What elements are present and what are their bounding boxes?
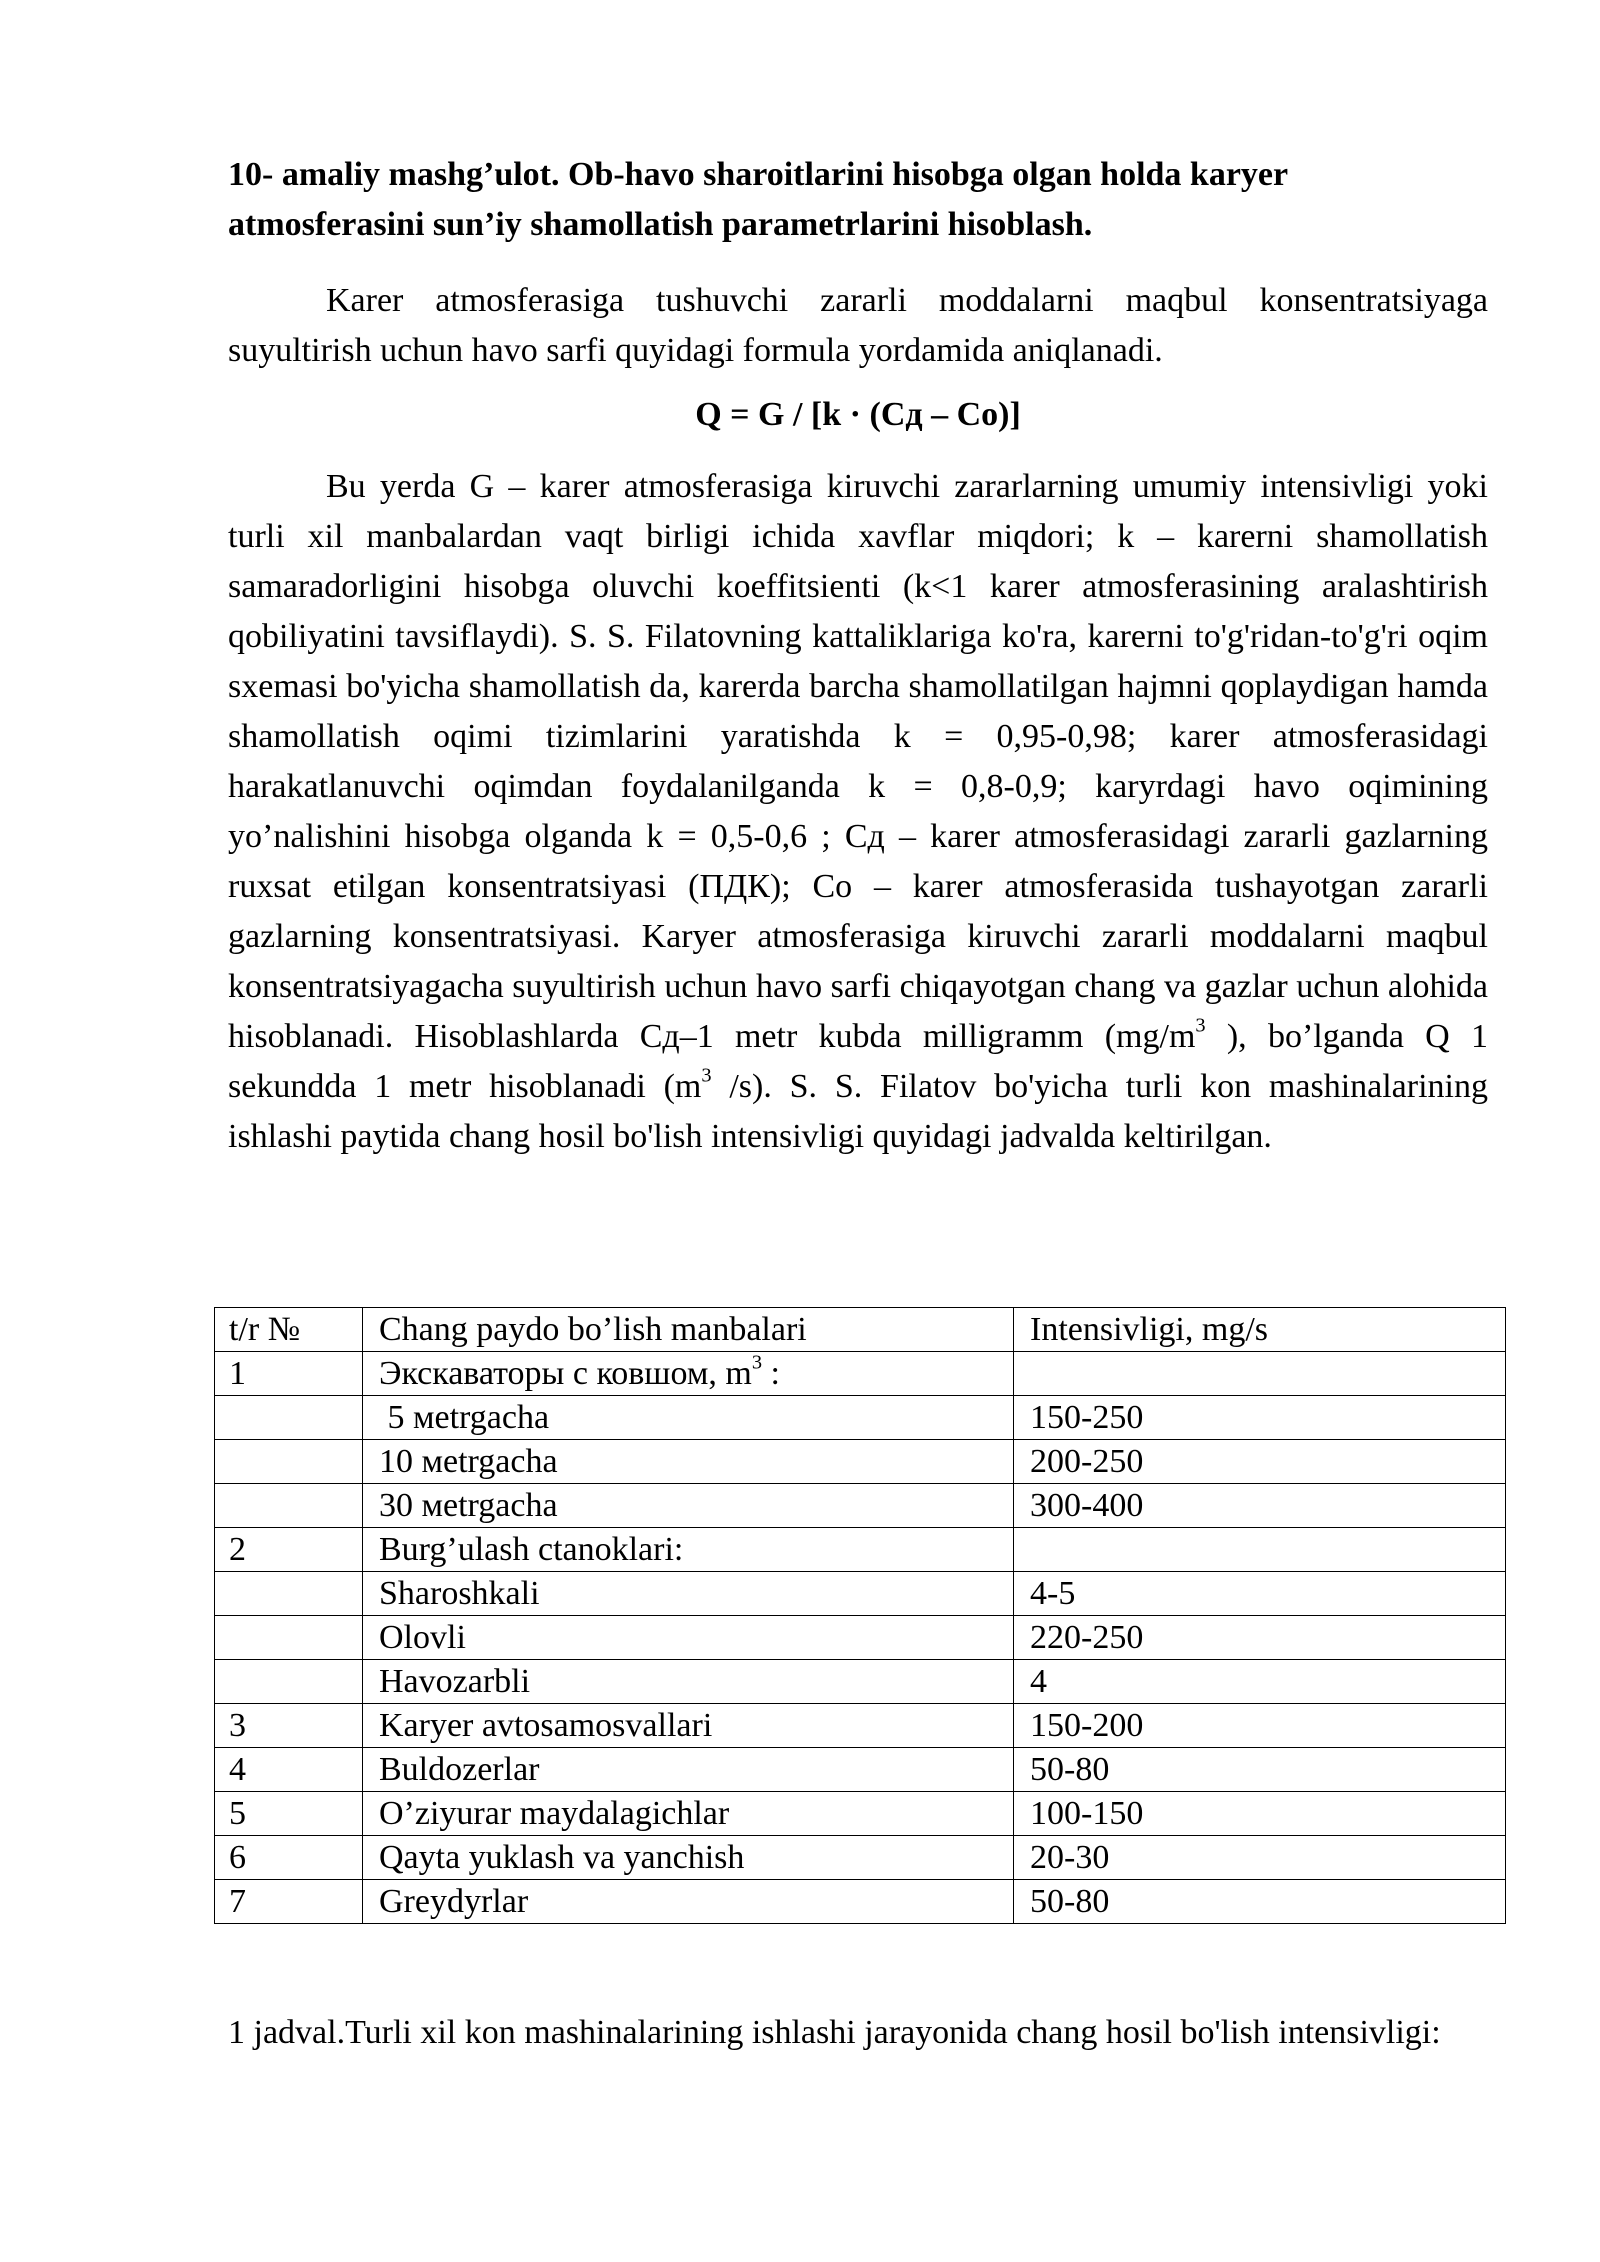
row-intensity: 150-250 bbox=[1014, 1396, 1506, 1440]
row-intensity: 4 bbox=[1014, 1660, 1506, 1704]
row-intensity: 50-80 bbox=[1014, 1880, 1506, 1924]
row-source: Olovli bbox=[363, 1616, 1014, 1660]
row-source: Sharoshkali bbox=[363, 1572, 1014, 1616]
page-title: 10- amaliy mashg’ulot. Ob-havo sharoitlarini hisobga olgan holda karyer atmosferasini sun’iy shamollatish parametrlarini hisoblash. bbox=[228, 156, 1288, 243]
row-number: 1 bbox=[215, 1352, 363, 1396]
table-row bbox=[215, 1572, 1506, 1616]
table-row bbox=[215, 1484, 1506, 1528]
row-source: Qayta yuklash va yanchish bbox=[363, 1836, 1014, 1880]
superscript-cubed: 3 bbox=[1195, 1014, 1206, 1037]
air-flow-formula: Q = G / [k · (Сд – Сo)] bbox=[695, 396, 1021, 433]
superscript-cubed: 3 bbox=[751, 1351, 763, 1374]
row-number: 5 bbox=[215, 1792, 363, 1836]
row-source: Burg’ulash ctanoklari: bbox=[363, 1528, 1014, 1572]
explanation-part-3: /s). S. S. Filatov bo'yicha turli kon mashinalarining ishlashi paytida chang hosil bo'lish intensivligi quyidagi jadvalda keltirilgan. bbox=[228, 1068, 1488, 1155]
table-row bbox=[215, 1352, 1506, 1396]
row-intensity: 100-150 bbox=[1014, 1792, 1506, 1836]
row-source-text: Экскаваторы с ковшом, m bbox=[379, 1355, 752, 1392]
table-row bbox=[215, 1660, 1506, 1704]
row-number bbox=[215, 1660, 363, 1704]
row-intensity: 20-30 bbox=[1014, 1836, 1506, 1880]
row-source: 10 мetrgacha bbox=[363, 1440, 1014, 1484]
row-number: 2 bbox=[215, 1528, 363, 1572]
row-intensity: 4-5 bbox=[1014, 1572, 1506, 1616]
intro-paragraph: Karer atmosferasiga tushuvchi zararli moddalarni maqbul konsentratsiyaga suyultirish uchun havo sarfi quyidagi formula yordamida aniqlanadi. bbox=[228, 282, 1488, 369]
row-number bbox=[215, 1484, 363, 1528]
row-intensity: 220-250 bbox=[1014, 1616, 1506, 1660]
row-number: 6 bbox=[215, 1836, 363, 1880]
table-row bbox=[215, 1440, 1506, 1484]
header-intensity: Intensivligi, mg/s bbox=[1014, 1308, 1506, 1352]
explanation-part-1: Bu yerda G – karer atmosferasiga kiruvchi zararlarning umumiy intensivligi yoki turli xil manbalardan vaqt birligi ichida xavflar miqdori; k – karerni shamollatish samaradorligini hisobga oluvchi koeffitsienti (k<1 karer atmosferasining aralashtirish qobiliyatini tavsiflaydi). S. S. Filatovning kattaliklariga ko'ra, karerni to'g'ridan-to'g'ri oqim sxemasi bo'yicha shamollatish da, karerda barcha shamollatilgan hajmni qoplaydigan hamda shamollatish oqimi tizimlarini yaratishda k = 0,95-0,98; karer atmosferasidagi harakatlanuvchi oqimdan foydalanilganda k = 0,8-0,9; karyrdagi havo oqimining yo’nalishini hisobga olganda k = 0,5-0,6 ; Сд – karer atmosferasidagi zararli gazlarning ruxsat etilgan konsentratsiyasi (ПДК); Сo – karer atmosferasida tushayotgan zararli gazlarning konsentratsiyasi. Karyer atmosferasiga kiruvchi zararli moddalarni maqbul konsentratsiyagacha suyultirish uchun havo sarfi chiqayotgan chang va gazlar uchun alohida hisoblanadi. Hisoblashlarda Сд–1 metr kubda milligramm (mg/m bbox=[228, 468, 1488, 1055]
row-source: 5 мetrgacha bbox=[363, 1396, 1014, 1440]
row-source: Havozarbli bbox=[363, 1660, 1014, 1704]
row-source: Karyer avtosamosvallari bbox=[363, 1704, 1014, 1748]
table-row bbox=[215, 1880, 1506, 1924]
document-page bbox=[228, 150, 1488, 1162]
row-intensity: 200-250 bbox=[1014, 1440, 1506, 1484]
row-source: Greydyrlar bbox=[363, 1880, 1014, 1924]
row-intensity bbox=[1014, 1352, 1506, 1396]
row-number: 7 bbox=[215, 1880, 363, 1924]
table-row bbox=[215, 1396, 1506, 1440]
row-source: Buldozerlar bbox=[363, 1748, 1014, 1792]
explanation-paragraph bbox=[228, 462, 1488, 1162]
row-number bbox=[215, 1616, 363, 1660]
table-header-row bbox=[215, 1308, 1506, 1352]
row-number bbox=[215, 1440, 363, 1484]
row-source: 30 мetrgacha bbox=[363, 1484, 1014, 1528]
table-row bbox=[215, 1748, 1506, 1792]
row-number: 3 bbox=[215, 1704, 363, 1748]
table-row bbox=[215, 1836, 1506, 1880]
header-number: t/r № bbox=[215, 1308, 363, 1352]
table-row bbox=[215, 1528, 1506, 1572]
row-intensity: 300-400 bbox=[1014, 1484, 1506, 1528]
table-caption: 1 jadval.Turli xil kon mashinalarining ishlashi jarayonida chang hosil bo'lish intensivligi: bbox=[228, 2014, 1441, 2051]
row-source-suffix: : bbox=[762, 1355, 780, 1392]
row-number bbox=[215, 1396, 363, 1440]
row-source bbox=[363, 1352, 1014, 1396]
row-source: O’ziyurar maydalagichlar bbox=[363, 1792, 1014, 1836]
dust-intensity-table bbox=[214, 1307, 1506, 1924]
table-row bbox=[215, 1616, 1506, 1660]
row-intensity bbox=[1014, 1528, 1506, 1572]
table-row bbox=[215, 1792, 1506, 1836]
row-number bbox=[215, 1572, 363, 1616]
explanation-part-2: ), bo’lganda Q 1 sekundda 1 metr hisoblanadi (m bbox=[228, 1018, 1488, 1105]
header-source: Chang paydo bo’lish manbalari bbox=[363, 1308, 1014, 1352]
row-number: 4 bbox=[215, 1748, 363, 1792]
table-row bbox=[215, 1704, 1506, 1748]
row-intensity: 50-80 bbox=[1014, 1748, 1506, 1792]
superscript-cubed: 3 bbox=[701, 1064, 712, 1087]
row-intensity: 150-200 bbox=[1014, 1704, 1506, 1748]
